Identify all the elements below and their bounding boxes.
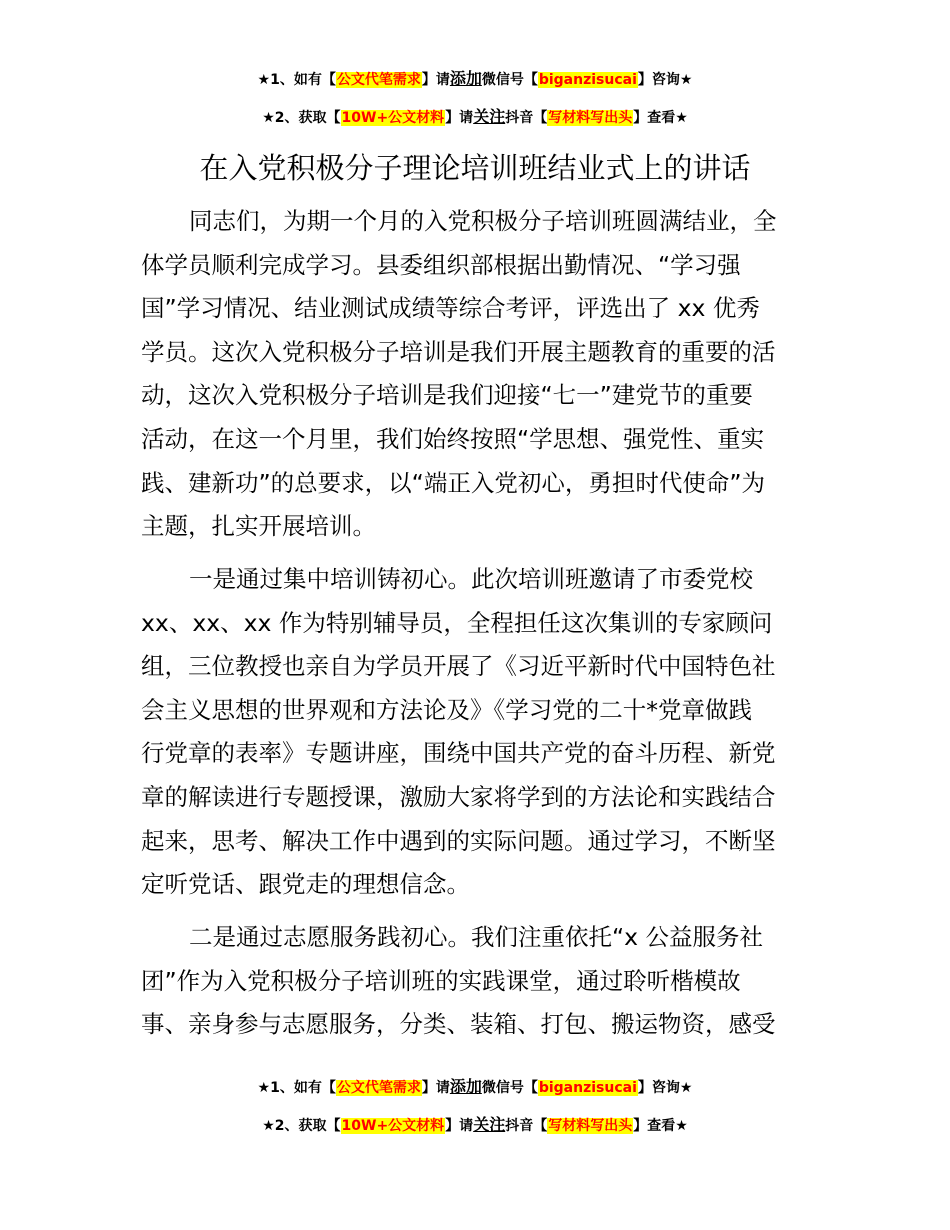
promo-highlight-service: 公文代笔需求 bbox=[336, 1080, 421, 1096]
promo-underlined: 关注 bbox=[473, 1115, 506, 1134]
promo-text: 】请 bbox=[421, 1080, 450, 1096]
promo-text: 2、获取【 bbox=[274, 110, 341, 126]
promo-underlined: 添加 bbox=[449, 69, 482, 88]
bottom-promo-line-1 bbox=[0, 1077, 950, 1098]
paragraph-1 bbox=[141, 200, 811, 549]
star-icon: ★ bbox=[257, 72, 271, 88]
promo-text: 】咨询 bbox=[637, 72, 680, 88]
paragraph-line: 活动，在这一个月里，我们始终按照“学思想、强党性、重实 bbox=[141, 424, 765, 453]
star-icon: ★ bbox=[262, 110, 275, 126]
paragraph-line: 事、亲身参与志愿服务，分类、装箱、打包、搬运物资，感受 bbox=[141, 1010, 776, 1039]
bottom-promo-line-2 bbox=[0, 1115, 950, 1136]
paragraph-line: 国”学习情况、结业测试成绩等综合考评，评选出了 xx 优秀 bbox=[141, 294, 760, 323]
promo-text: 抖音【 bbox=[505, 110, 548, 126]
paragraph-3 bbox=[141, 916, 811, 1047]
promo-text: 抖音【 bbox=[505, 1118, 548, 1134]
star-icon: ★ bbox=[262, 1118, 275, 1134]
paragraph-line: 二是通过志愿服务践初心。我们注重依托“x 公益服务社 bbox=[189, 923, 764, 951]
paragraph-2 bbox=[141, 558, 811, 907]
promo-text: 】请 bbox=[445, 1118, 474, 1134]
paragraph-line: 行党章的表率》专题讲座，围绕中国共产党的奋斗历程、新党 bbox=[141, 739, 776, 768]
promo-text: 1、如有【 bbox=[270, 1080, 336, 1096]
star-icon: ★ bbox=[675, 110, 688, 126]
paragraph-line: 践、建新功”的总要求，以“端正入党初心，勇担时代使命”为 bbox=[141, 468, 766, 497]
top-promo-line-1 bbox=[0, 69, 950, 90]
promo-highlight-materials: 10W+公文材料 bbox=[341, 110, 445, 126]
paragraph-line: 体学员顺利完成学习。县委组织部根据出勤情况、“学习强 bbox=[141, 250, 741, 279]
paragraph-line: 会主义思想的世界观和方法论及》《学习党的二十*党章做践 bbox=[141, 695, 752, 724]
paragraph-line: 动，这次入党积极分子培训是我们迎接“七一”建党节的重要 bbox=[141, 381, 753, 410]
paragraph-line: 组，三位教授也亲自为学员开展了《习近平新时代中国特色社 bbox=[141, 652, 776, 681]
paragraph-line: 一是通过集中培训铸初心。此次培训班邀请了市委党校 bbox=[189, 565, 753, 593]
paragraph-line: 定听党话、跟党走的理想信念。 bbox=[141, 870, 470, 899]
promo-text: 】查看 bbox=[633, 1118, 676, 1134]
promo-text: 2、获取【 bbox=[274, 1118, 341, 1134]
promo-highlight-materials: 10W+公文材料 bbox=[341, 1118, 445, 1134]
paragraph-line: xx、xx、xx 作为特别辅导员，全程担任这次集训的专家顾问 bbox=[141, 608, 773, 637]
star-icon: ★ bbox=[675, 1118, 688, 1134]
promo-underlined: 添加 bbox=[449, 1077, 482, 1096]
promo-text: 微信号【 bbox=[481, 72, 538, 88]
promo-text: 1、如有【 bbox=[270, 72, 336, 88]
paragraph-line: 学员。这次入党积极分子培训是我们开展主题教育的重要的活 bbox=[141, 337, 776, 366]
promo-wechat-id: biganzisucai bbox=[538, 1080, 637, 1096]
promo-text: 】查看 bbox=[633, 110, 676, 126]
promo-underlined: 关注 bbox=[473, 107, 506, 126]
star-icon: ★ bbox=[257, 1080, 271, 1096]
top-promo-line-2 bbox=[0, 107, 950, 128]
promo-douyin-account: 写材料写出头 bbox=[548, 110, 633, 126]
promo-text: 】咨询 bbox=[637, 1080, 680, 1096]
promo-wechat-id: biganzisucai bbox=[538, 72, 637, 88]
paragraph-line: 起来，思考、解决工作中遇到的实际问题。通过学习，不断坚 bbox=[141, 826, 776, 855]
star-icon: ★ bbox=[679, 72, 693, 88]
promo-text: 】请 bbox=[445, 110, 474, 126]
promo-highlight-service: 公文代笔需求 bbox=[336, 72, 421, 88]
document-title: 在入党积极分子理论培训班结业式上的讲话 bbox=[199, 151, 751, 185]
paragraph-line: 章的解读进行专题授课，激励大家将学到的方法论和实践结合 bbox=[141, 782, 776, 811]
promo-douyin-account: 写材料写出头 bbox=[548, 1118, 633, 1134]
paragraph-line: 主题，扎实开展培训。 bbox=[141, 512, 376, 541]
paragraph-line: 同志们，为期一个月的入党积极分子培训班圆满结业，全 bbox=[189, 207, 777, 235]
paragraph-line: 团”作为入党积极分子培训班的实践课堂，通过聆听楷模故 bbox=[141, 966, 741, 995]
star-icon: ★ bbox=[679, 1080, 693, 1096]
promo-text: 】请 bbox=[421, 72, 450, 88]
promo-text: 微信号【 bbox=[481, 1080, 538, 1096]
